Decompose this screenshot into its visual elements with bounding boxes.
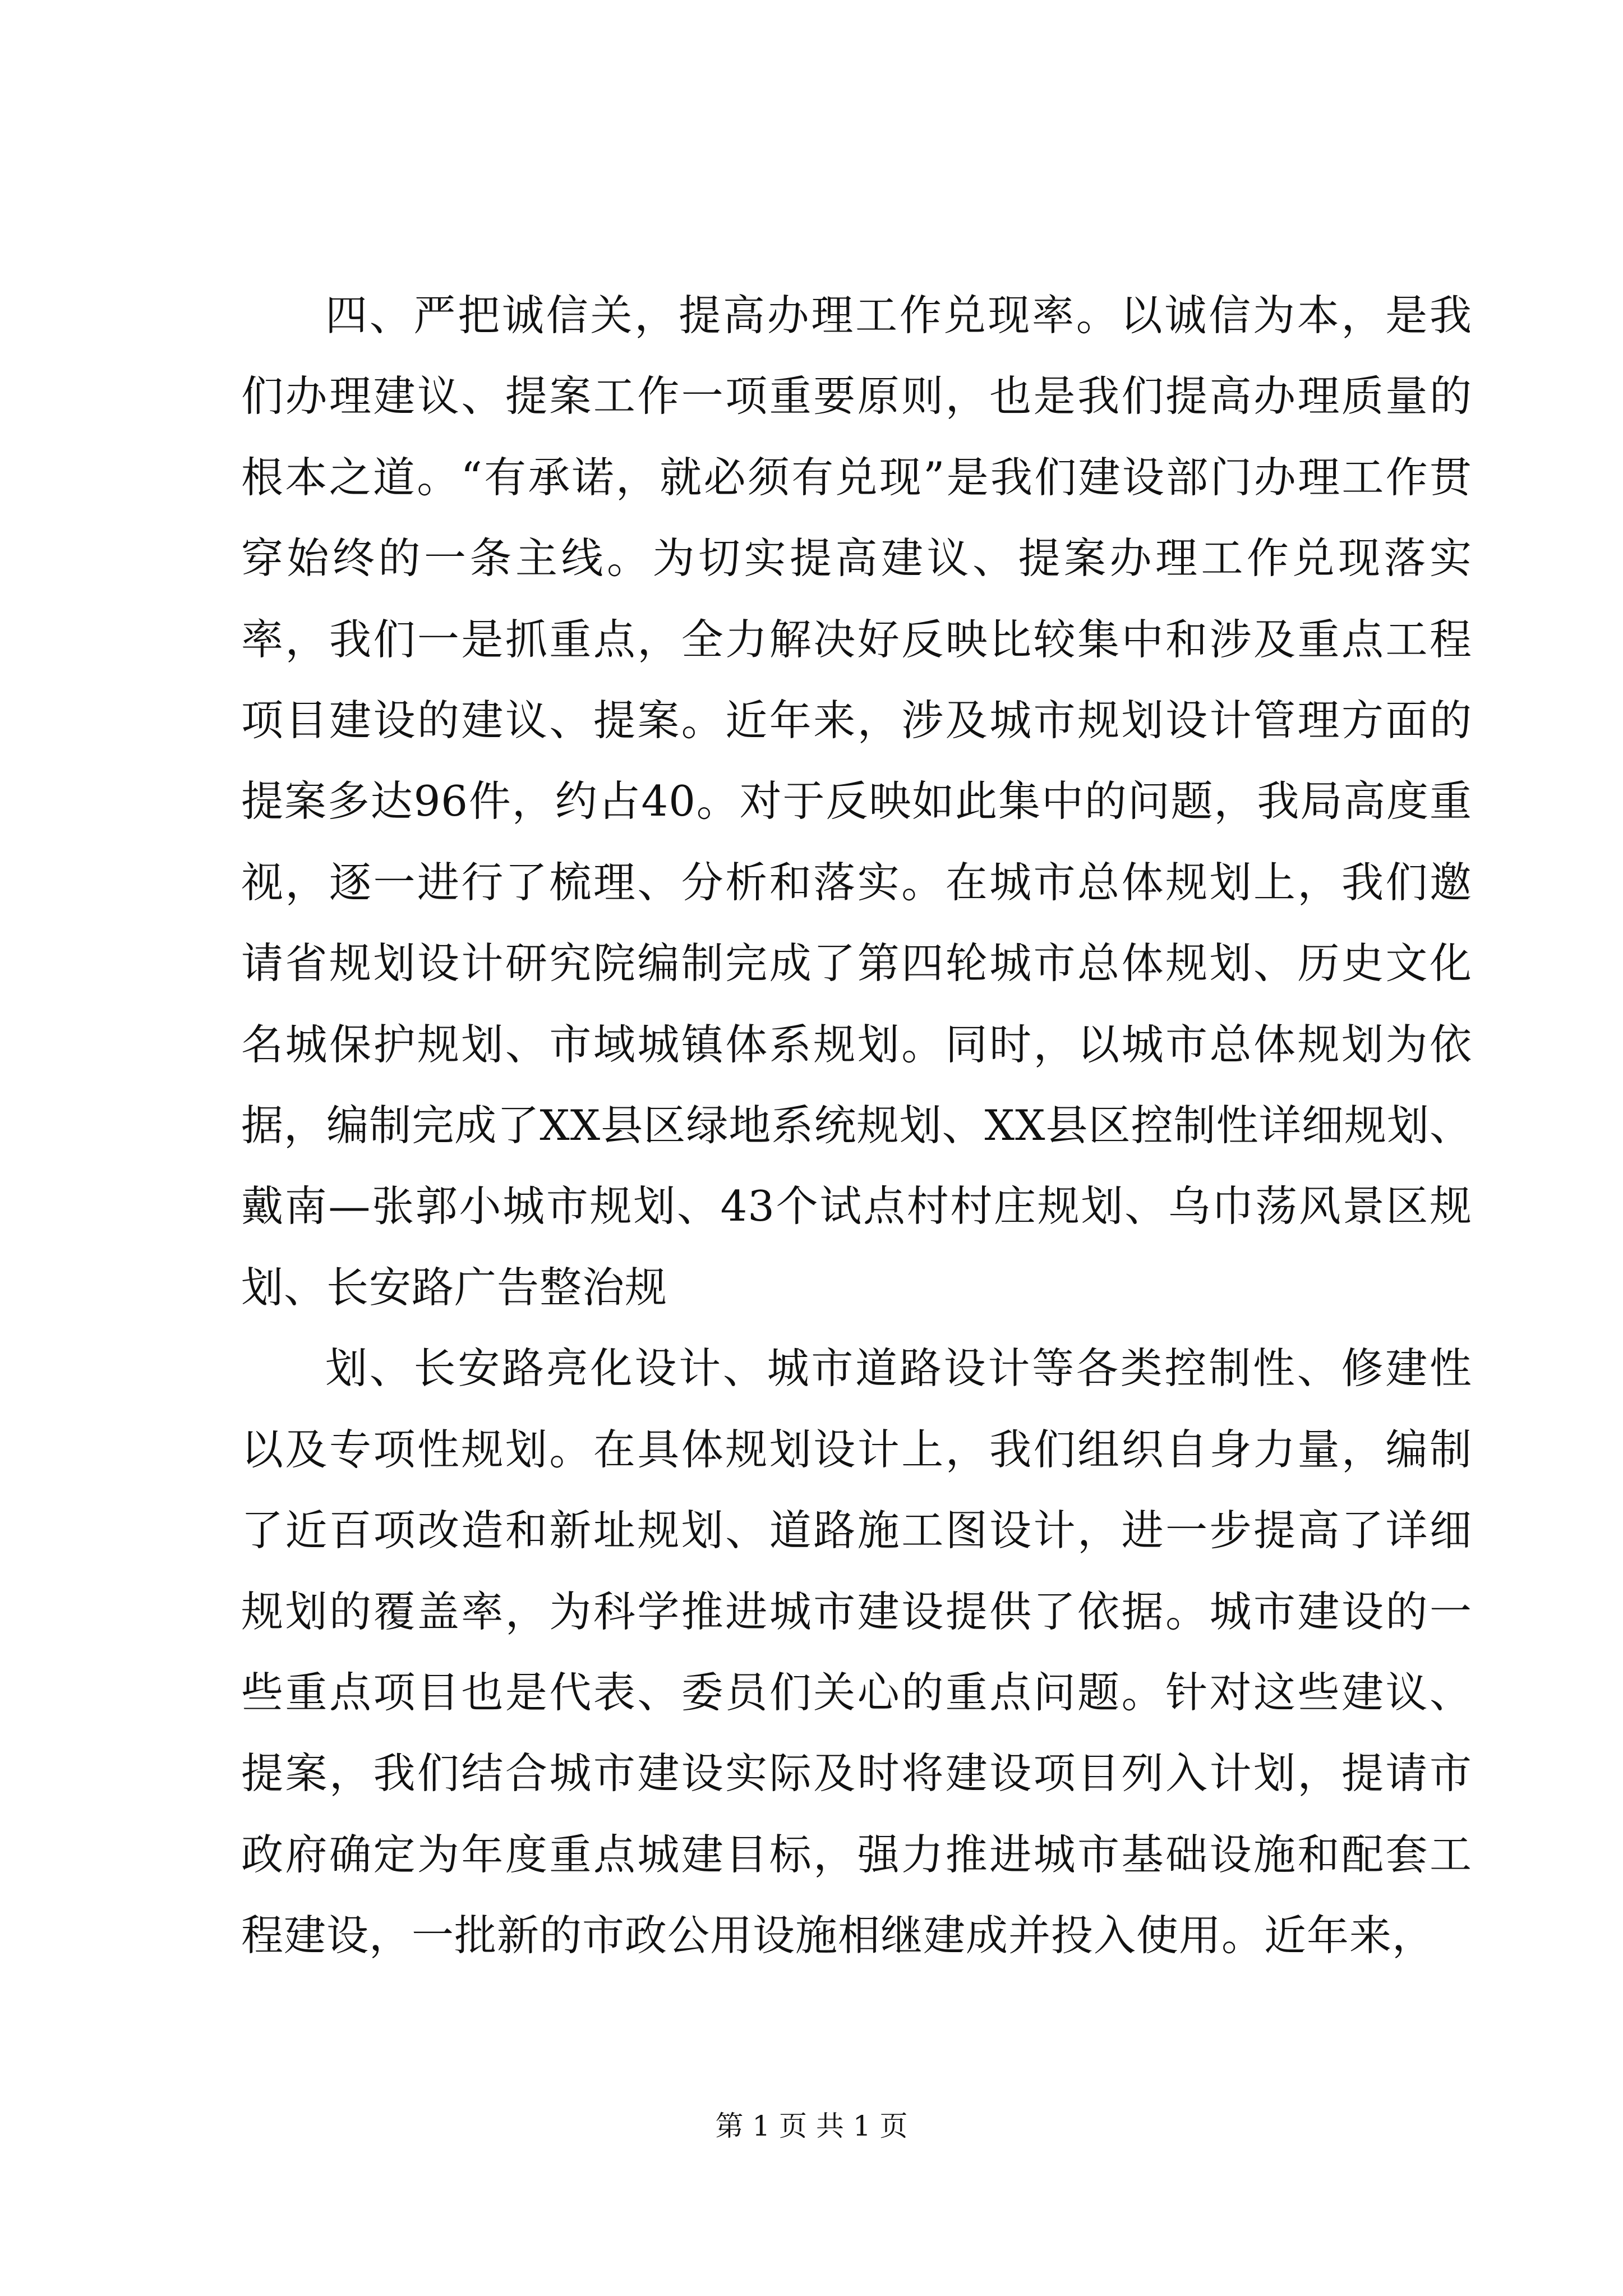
paragraph-1: 四、严把诚信关，提高办理工作兑现率。以诚信为本，是我们办理建议、提案工作一项重要原则，也是我们提高办理质量的根本之道。“有承诺，就必须有兑现”是我们建设部门办理工作贯穿始终的一条主线。为切实提高建议、提案办理工作兑现落实率，我们一是抓重点，全力解决好反映比较集中和涉及重点工程项目建设的建议、提案。近年来，涉及城市规划设计管理方面的提案多达96件，约占40。对于反映如此集中的问题，我局高度重视，逐一进行了梳理、分析和落实。在城市总体规划上，我们邀请省规划设计研究院编制完成了第四轮城市总体规划、历史文化名城保护规划、市域城镇体系规划。同时，以城市总体规划为依据，编制完成了XX县区绿地系统规划、XX县区控制性详细规划、戴南—张郭小城市规划、43个试点村村庄规划、乌巾荡风景区规划、长安路广告整治规	[241, 291, 1472, 1312]
document-body	[241, 275, 1472, 1976]
page-footer: 第 1 页 共 1 页	[715, 2110, 908, 2142]
paragraph-2: 划、长安路亮化设计、城市道路设计等各类控制性、修建性以及专项性规划。在具体规划设计上，我们组织自身力量，编制了近百项改造和新址规划、道路施工图设计，进一步提高了详细规划的覆盖率，为科学推进城市建设提供了依据。城市建设的一些重点项目也是代表、委员们关心的重点问题。针对这些建议、提案，我们结合城市建设实际及时将建设项目列入计划，提请市政府确定为年度重点城建目标，强力推进城市基础设施和配套工程建设，一批新的市政公用设施相继建成并投入使用。近年来，	[241, 1343, 1472, 1961]
